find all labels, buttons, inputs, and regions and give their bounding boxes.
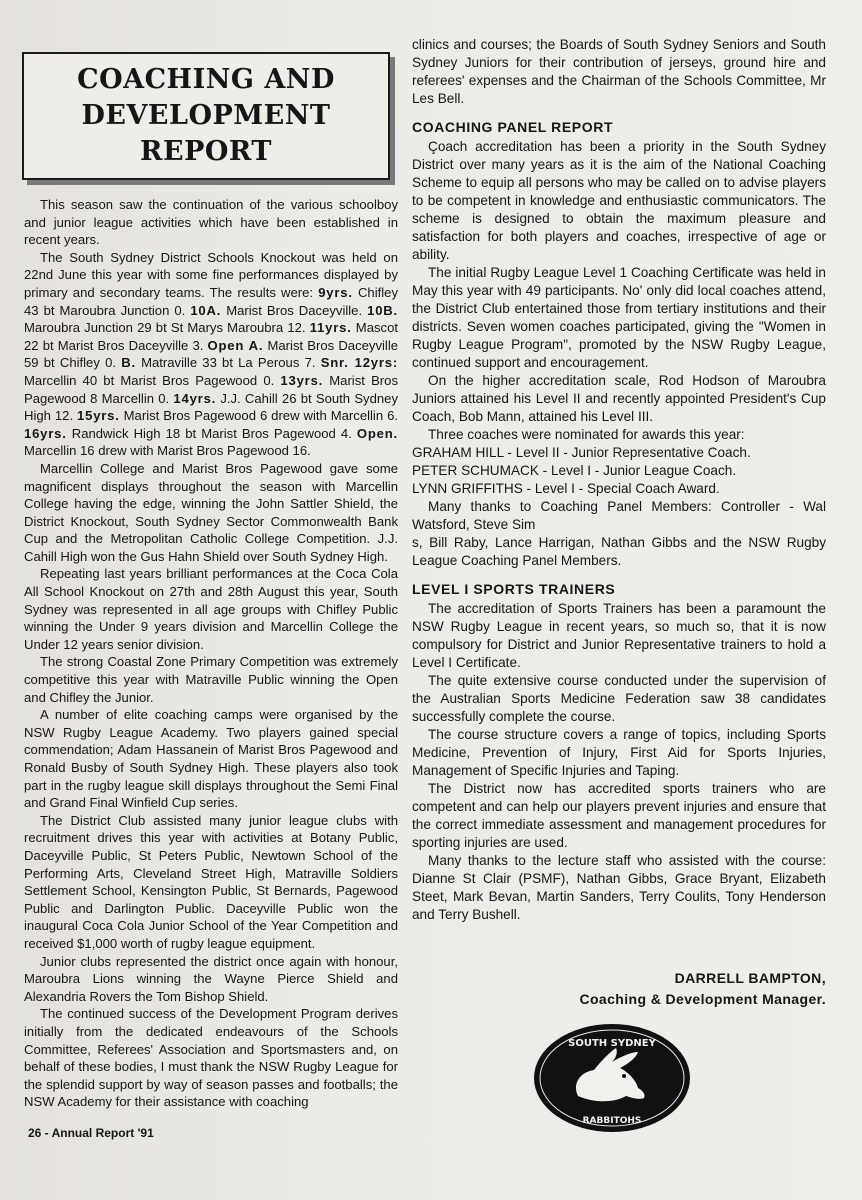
division-label: 10A.	[190, 302, 222, 318]
text: The South Sydney District Schools Knockout was held on 22nd June this year with some fine performances displayed by primary and secondary teams. The results were:	[24, 249, 398, 300]
paragraph: clinics and courses; the Boards of South Sydney Seniors and South Sydney Juniors for their contribution of jerseys, ground hire and referees' expenses and the Chairman of the Schools Committee, Mr Les Bell.	[412, 37, 826, 106]
paragraph-results	[24, 249, 398, 460]
title-line-1: COACHING AND	[77, 64, 335, 95]
award-line: LYNN GRIFFITHS - Level I - Special Coach Award.	[412, 481, 720, 496]
paragraph: The continued success of the Development Program derives initially from the dedicated endeavours of the Schools Committee, Referees' Association and Sportsmasters and, on behalf of these bodies, I must thank the NSW Rugby League for the splendid support by way of season passes and footballs; the NSW Academy for their assistance with coaching	[24, 1006, 398, 1110]
division-label: 14yrs.	[173, 390, 217, 406]
paragraph: Marcellin College and Marist Bros Pagewood gave some magnificent displays throughout the season with Marcellin College having the edge, winning the John Sattler Shield, the District Knockout, South Sydney Sector Commonwealth Bank Cup and the Metropolitan Catholic College Competition. J.J. Cahill High won the Gus Hahn Shield over South Sydney High.	[24, 460, 398, 564]
section-heading-coaching-panel: COACHING PANEL REPORT	[412, 119, 614, 135]
division-label: Open A.	[207, 337, 264, 353]
logo-bottom-text: RABBITOHS	[582, 1116, 642, 1126]
paragraph: The course structure covers a range of topics, including Sports Medicine, Prevention of Injury, First Aid for Sports Injuries, Management of Specific Injuries and Taping.	[412, 727, 826, 778]
page-title	[24, 62, 388, 170]
text: Marist Bros Daceyville 59 bt Chifley 0.	[24, 337, 399, 371]
text: Marcellin 40 bt Marist Bros Pagewood 0.	[24, 372, 281, 388]
title-box	[22, 52, 390, 180]
page-footer: 26 - Annual Report '91	[28, 1126, 154, 1140]
paragraph: The District now has accredited sports trainers who are competent and can help our players prevent injuries and ensure that the correct immediate assessment and management procedures for sporting injuries are used.	[412, 781, 826, 850]
paragraph: Junior clubs represented the district once again with honour, Maroubra Lions winning the Wayne Pierce Shield and Alexandria Rovers the Tom Bishop Shield.	[24, 953, 398, 1004]
paragraph: Many thanks to Coaching Panel Members: Controller - Wal Watsford, Steve Sim	[412, 499, 826, 532]
paragraph: The initial Rugby League Level 1 Coaching Certificate was held in May this year with 49 participants. No' only did local coaches attend, the District Club entertained those from tertiary institutions and their districts. Seven women coaches participated, giving the "Women in Rugby League Program", promoted by the NSW Rugby League, continued support and encouragement.	[412, 265, 826, 370]
text: Marist Bros Pagewood 8 Marcellin 0.	[24, 372, 398, 406]
division-label: 16yrs.	[24, 425, 67, 441]
paragraph: Repeating last years brilliant performances at the Coca Cola All School Knockout on 27th and 28th August this year, South Sydney was represented in all age groups with Chifley Public winning the Under 9 years division and Marcellin College the Under 12 years senior division.	[24, 566, 398, 652]
title-line-2: DEVELOPMENT REPORT	[81, 100, 331, 167]
award-line: GRAHAM HILL - Level II - Junior Representative Coach.	[412, 445, 751, 460]
paragraph: The accreditation of Sports Trainers has been a paramount the NSW Rugby League in recent years, so much so, that it is now compulsory for District and Junior Representative trainers to hold a Level I Certificate.	[412, 601, 826, 670]
text: Randwick High 18 bt Marist Bros Pagewood 4.	[66, 425, 357, 441]
paragraph: Three coaches were nominated for awards this year:	[428, 427, 745, 442]
paragraph: On the higher accreditation scale, Rod Hodson of Maroubra Juniors attained his Level II and recently appointed President's Cup Coach, Bob Mann, attained his Level III.	[412, 373, 826, 424]
division-label: B.	[121, 355, 136, 371]
right-column	[412, 36, 826, 924]
text: Marcellin 16 drew with Marist Bros Pagewood 16.	[24, 443, 311, 459]
text: Chifley 43 bt Maroubra Junction 0.	[24, 284, 398, 318]
logo-top-text: SOUTH SYDNEY	[568, 1038, 656, 1049]
text: Maroubra Junction 29 bt St Marys Maroubra 12.	[24, 320, 310, 336]
division-label: 10B.	[367, 302, 398, 318]
award-line: PETER SCHUMACK - Level I - Junior League Coach.	[412, 463, 737, 478]
division-label: 9yrs.	[318, 284, 353, 300]
paragraph: The District Club assisted many junior league clubs with recruitment drives this year with activities at Botany Public, Daceyville Public, St Peters Public, Newtown School of the Performing Arts, Cleveland Street High, Matraville Soldiers Settlement School, Kensington Public, St Bernards, Pagewood Public and Darlington Public. Daceyville Public won the inaugural Coca Cola Junior School of the Year Competition and received $1,000 worth of rugby league equipment.	[24, 812, 398, 951]
division-label: Open.	[356, 425, 398, 441]
signature-block	[579, 968, 826, 1010]
division-label: 15yrs.	[77, 408, 120, 424]
division-label: 13yrs.	[280, 372, 324, 388]
paragraph: The strong Coastal Zone Primary Competition was extremely competitive this year with Matraville Public winning the Open and Chifley the Junior.	[24, 654, 398, 705]
signature-role: Coaching & Development Manager.	[579, 991, 826, 1007]
paragraph: Çoach accreditation has been a priority in the South Sydney District over many years as it is the aim of the National Coaching Scheme to equip all persons who may be called on to advise players to be competent in knowledge and enthusiastic communicators. The scheme is designed to obtain the maximum pleasure and satisfaction for both players and coaches, irrespective of age or ability.	[412, 139, 826, 262]
text: Marist Bros Daceyville.	[221, 302, 368, 318]
left-column	[24, 196, 398, 1111]
paragraph: This season saw the continuation of the various schoolboy and junior league activities which have been established in recent years.	[24, 197, 398, 248]
text: Mascot 22 bt Marist Bros Daceyville 3.	[24, 320, 399, 353]
text: Marist Bros Pagewood 6 drew with Marcellin 6.	[119, 408, 398, 424]
signature-name: DARRELL BAMPTON,	[674, 970, 826, 986]
text: J.J. Cahill 26 bt South Sydney High 12.	[24, 390, 398, 424]
paragraph: A number of elite coaching camps were organised by the NSW Rugby League Academy. Two players gained special commendation; Adam Hassanein of Marist Bros Pagewood and Ronald Busby of South Sydney High. These players also took part in the rugby league skill displays throughout the Semi Final and Grand Final Winfield Cup series.	[24, 707, 398, 811]
division-label: Snr. 12yrs:	[320, 355, 399, 371]
rabbitohs-logo-icon	[532, 1022, 692, 1134]
paragraph: The quite extensive course conducted under the supervision of the Australian Sports Medicine Federation saw 38 candidates successfully complete the course.	[412, 673, 826, 724]
division-label: 11yrs.	[309, 320, 352, 336]
text: Matraville 33 bt La Perous 7.	[135, 355, 321, 371]
paragraph: Many thanks to the lecture staff who assisted with the course: Dianne St Clair (PSMF), Nathan Gibbs, Grace Bryant, Elizabeth Steet, Mark Bevan, Martin Sanders, Terry Coulits, Tony Henderson and Terry Bushell.	[412, 853, 826, 922]
paragraph: s, Bill Raby, Lance Harrigan, Nathan Gibbs and the NSW Rugby League Coaching Panel Members.	[412, 535, 826, 568]
section-heading-sports-trainers: LEVEL I SPORTS TRAINERS	[412, 581, 616, 597]
